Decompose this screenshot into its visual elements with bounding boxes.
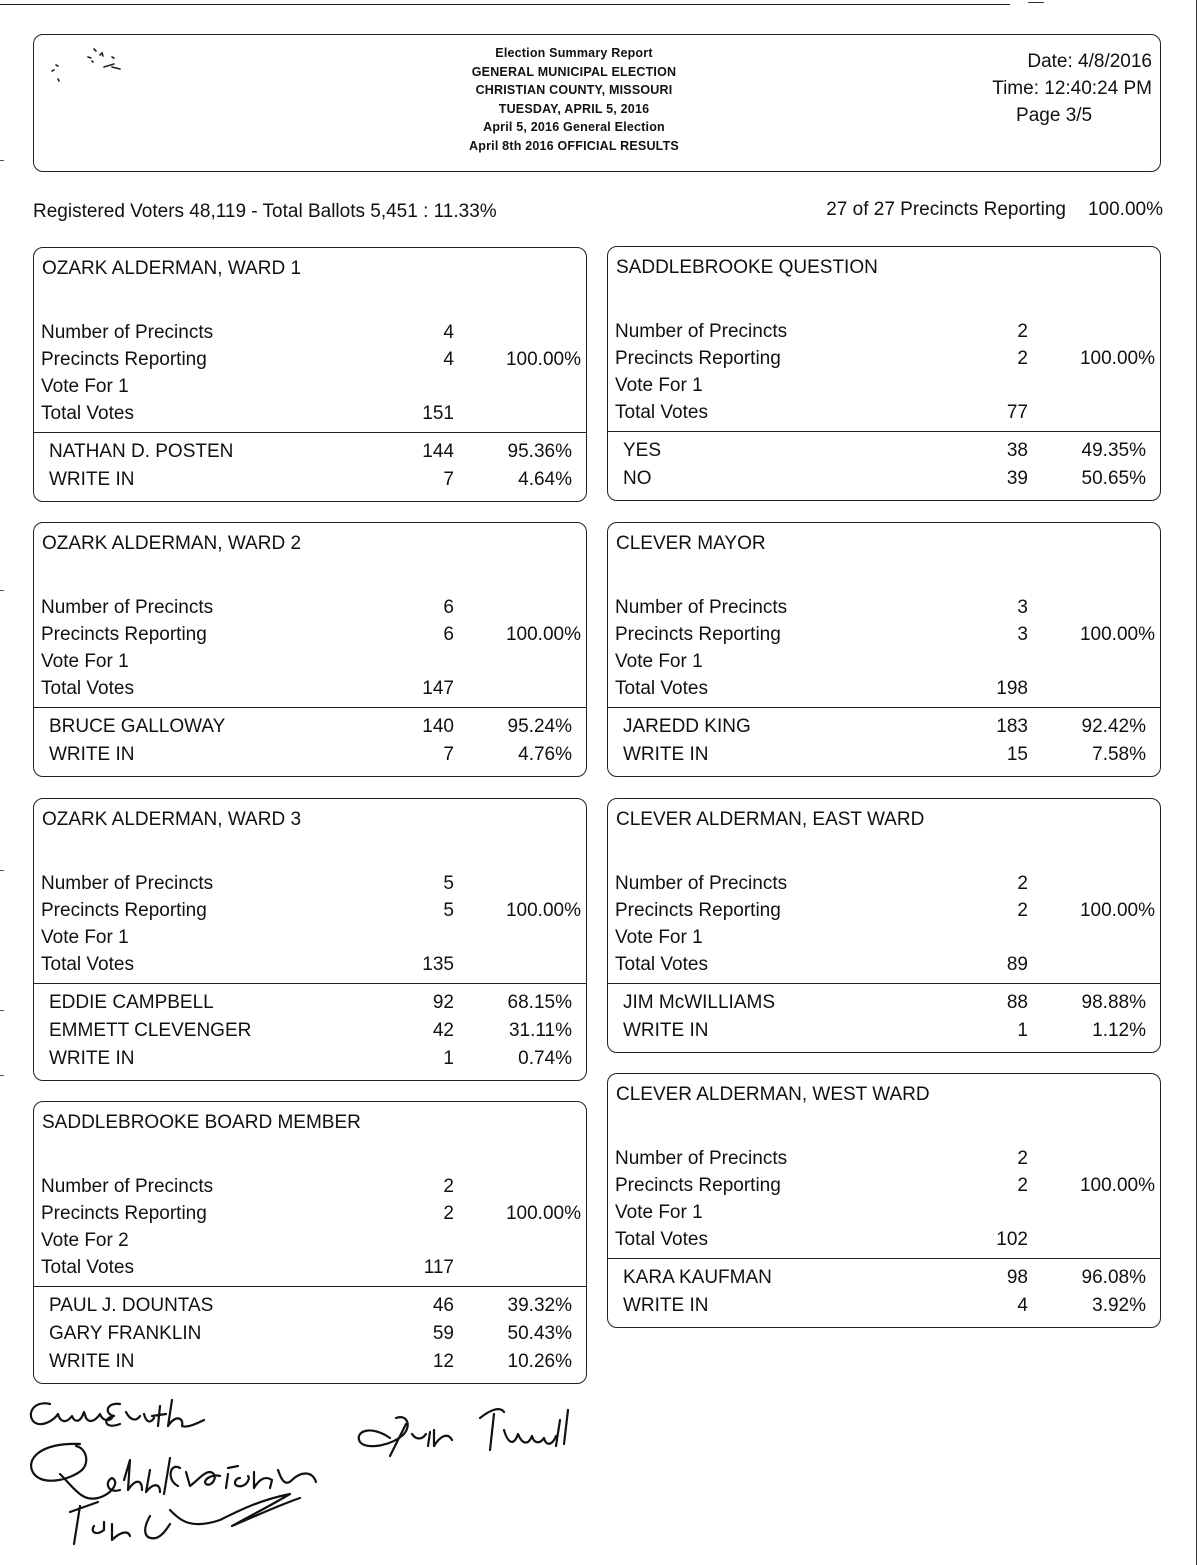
precincts-reporting-label: Precincts Reporting: [41, 900, 207, 921]
contest-divider: [608, 983, 1160, 984]
choice-pct: 95.36%: [507, 441, 572, 462]
choice-votes: 42: [432, 1020, 454, 1041]
precincts-reporting-value: 2: [1017, 1175, 1028, 1196]
total-votes-value: 198: [996, 678, 1028, 699]
contest-box: [607, 1073, 1161, 1328]
vote-for-label: Vote For 1: [41, 376, 129, 397]
vote-for-label: Vote For 1: [615, 1202, 703, 1223]
number-of-precincts-row: [34, 594, 586, 621]
total-votes-value: 77: [1006, 402, 1028, 423]
vote-for-row: [608, 924, 1160, 951]
choice-row: [34, 1017, 586, 1045]
choice-row: [34, 1292, 586, 1320]
choice-row: [34, 1320, 586, 1348]
choice-name: JIM McWILLIAMS: [623, 992, 776, 1013]
choice-votes: 1: [1017, 1020, 1028, 1041]
choice-name: WRITE IN: [623, 1020, 709, 1041]
precincts-reporting-label: Precincts Reporting: [615, 624, 781, 645]
top-edge-mark: [1028, 2, 1044, 3]
choice-pct: 68.15%: [507, 992, 572, 1013]
contest-box: [33, 798, 587, 1081]
total-votes-value: 89: [1006, 954, 1028, 975]
number-of-precincts-label: Number of Precincts: [615, 1148, 788, 1169]
precincts-reporting-row: [608, 897, 1160, 924]
choice-pct: 7.58%: [1092, 744, 1146, 765]
choice-name: WRITE IN: [49, 469, 135, 490]
precincts-reporting-value: 2: [443, 1203, 454, 1224]
choice-votes: 38: [1006, 440, 1028, 461]
choice-pct: 98.88%: [1081, 992, 1146, 1013]
vote-for-label: Vote For 2: [41, 1230, 129, 1251]
choice-row: [608, 713, 1160, 741]
choice-row: [608, 741, 1160, 769]
choice-pct: 4.64%: [518, 469, 572, 490]
number-of-precincts-value: 2: [1017, 1148, 1028, 1169]
number-of-precincts-label: Number of Precincts: [41, 873, 214, 894]
precincts-reporting-row: [34, 621, 586, 648]
choice-votes: 92: [432, 992, 454, 1013]
precincts-reporting-row: [34, 1200, 586, 1227]
number-of-precincts-row: [34, 319, 586, 346]
total-votes-value: 135: [422, 954, 454, 975]
total-votes-value: 151: [422, 403, 454, 424]
choice-pct: 49.35%: [1081, 440, 1146, 461]
choice-row: [34, 438, 586, 466]
contest-title: OZARK ALDERMAN, WARD 1: [42, 258, 302, 279]
contest-box: [33, 1101, 587, 1384]
report-header: [33, 34, 1161, 172]
vote-for-label: Vote For 1: [615, 651, 703, 672]
choice-name: BRUCE GALLOWAY: [49, 716, 226, 737]
contest-title: SADDLEBROOKE BOARD MEMBER: [42, 1112, 361, 1133]
total-votes-label: Total Votes: [41, 954, 134, 975]
contest-choices: [34, 1292, 586, 1376]
vote-for-label: Vote For 1: [615, 375, 703, 396]
choice-name: WRITE IN: [49, 1351, 135, 1372]
choice-name: YES: [623, 440, 662, 461]
total-votes-row: [608, 399, 1160, 426]
total-votes-row: [34, 675, 586, 702]
number-of-precincts-label: Number of Precincts: [615, 597, 788, 618]
number-of-precincts-row: [608, 318, 1160, 345]
page-number: Page 3/5: [1016, 105, 1093, 126]
contest-divider: [608, 431, 1160, 432]
contest-stats: [34, 1173, 586, 1281]
precincts-reporting-row: [608, 1172, 1160, 1199]
choice-row: [608, 1292, 1160, 1320]
right-edge-line: [1196, 0, 1197, 1565]
choice-row: [608, 437, 1160, 465]
choice-name: WRITE IN: [49, 1048, 135, 1069]
total-votes-value: 102: [996, 1229, 1028, 1250]
choice-pct: 95.24%: [507, 716, 572, 737]
number-of-precincts-value: 2: [1017, 873, 1028, 894]
contest-title: CLEVER ALDERMAN, EAST WARD: [616, 809, 925, 830]
choice-votes: 12: [432, 1351, 454, 1372]
choice-votes: 144: [422, 441, 454, 462]
precincts-reporting-label: Precincts Reporting: [615, 348, 781, 369]
number-of-precincts-label: Number of Precincts: [41, 322, 214, 343]
contest-box: [607, 798, 1161, 1053]
report-title-line: CHRISTIAN COUNTY, MISSOURI: [475, 83, 673, 98]
choice-name: GARY FRANKLIN: [49, 1323, 202, 1344]
vote-for-row: [608, 372, 1160, 399]
contest-title: CLEVER MAYOR: [616, 533, 766, 554]
precincts-reporting-pct: 100.00%: [1087, 199, 1163, 220]
choice-row: [34, 466, 586, 494]
precincts-reporting-pct: 100.00%: [505, 624, 581, 645]
contest-box: [33, 247, 587, 502]
contest-choices: [608, 437, 1160, 493]
precincts-reporting-pct: 100.00%: [1079, 900, 1155, 921]
vote-for-row: [608, 648, 1160, 675]
choice-pct: 0.74%: [518, 1048, 572, 1069]
choice-votes: 15: [1006, 744, 1028, 765]
precincts-reporting-value: 5: [443, 900, 454, 921]
total-votes-label: Total Votes: [615, 402, 708, 423]
contest-divider: [34, 983, 586, 984]
total-votes-row: [34, 951, 586, 978]
total-votes-row: [34, 1254, 586, 1281]
county-seal-logo: [42, 45, 152, 95]
choice-row: [34, 741, 586, 769]
choice-row: [608, 1017, 1160, 1045]
contest-box: [607, 246, 1161, 501]
choice-votes: 4: [1017, 1295, 1028, 1316]
choice-pct: 10.26%: [507, 1351, 572, 1372]
contest-box: [607, 522, 1161, 777]
precincts-reporting-label: Precincts Reporting: [41, 624, 207, 645]
contest-stats: [608, 870, 1160, 978]
contest-choices: [34, 438, 586, 494]
report-title-block: [364, 44, 784, 156]
precincts-reporting-value: 2: [1017, 900, 1028, 921]
contest-divider: [34, 432, 586, 433]
choice-votes: 39: [1006, 468, 1028, 489]
precincts-reporting-row: [608, 621, 1160, 648]
choice-pct: 1.12%: [1092, 1020, 1146, 1041]
choice-row: [608, 989, 1160, 1017]
total-votes-label: Total Votes: [41, 678, 134, 699]
contest-stats: [34, 870, 586, 978]
contest-stats: [34, 594, 586, 702]
total-votes-value: 147: [422, 678, 454, 699]
number-of-precincts-row: [608, 594, 1160, 621]
number-of-precincts-value: 6: [443, 597, 454, 618]
precincts-reporting-pct: 100.00%: [1079, 348, 1155, 369]
number-of-precincts-label: Number of Precincts: [41, 1176, 214, 1197]
report-title-line: April 5, 2016 General Election: [483, 120, 665, 135]
contest-choices: [34, 713, 586, 769]
vote-for-label: Vote For 1: [41, 651, 129, 672]
vote-for-row: [34, 924, 586, 951]
choice-name: NO: [623, 468, 652, 489]
precincts-reporting-row: [34, 346, 586, 373]
number-of-precincts-value: 4: [443, 322, 454, 343]
choice-votes: 88: [1006, 992, 1028, 1013]
official-signatures: [20, 1390, 620, 1560]
contest-choices: [608, 713, 1160, 769]
vote-for-row: [34, 1227, 586, 1254]
contest-choices: [608, 1264, 1160, 1320]
choice-pct: 50.43%: [507, 1323, 572, 1344]
precincts-reporting-row: [34, 897, 586, 924]
precincts-reporting-label: Precincts Reporting: [615, 900, 781, 921]
contest-choices: [34, 989, 586, 1073]
contest-divider: [608, 707, 1160, 708]
precincts-reporting-pct: 100.00%: [505, 349, 581, 370]
choice-votes: 98: [1006, 1267, 1028, 1288]
contest-divider: [608, 1258, 1160, 1259]
number-of-precincts-label: Number of Precincts: [615, 873, 788, 894]
total-votes-label: Total Votes: [41, 403, 134, 424]
choice-votes: 7: [443, 744, 454, 765]
contest-title: OZARK ALDERMAN, WARD 2: [42, 533, 302, 554]
contest-choices: [608, 989, 1160, 1045]
choice-name: WRITE IN: [49, 744, 135, 765]
choice-votes: 140: [422, 716, 454, 737]
total-votes-row: [608, 951, 1160, 978]
choice-votes: 183: [996, 716, 1028, 737]
report-title-line: TUESDAY, APRIL 5, 2016: [498, 101, 650, 116]
precincts-reporting-pct: 100.00%: [1079, 1175, 1155, 1196]
contest-divider: [34, 707, 586, 708]
choice-votes: 59: [432, 1323, 454, 1344]
precincts-reporting-label: Precincts Reporting: [41, 349, 207, 370]
precincts-reporting-row: [608, 345, 1160, 372]
choice-name: JAREDD KING: [623, 716, 751, 737]
total-votes-label: Total Votes: [615, 678, 708, 699]
choice-row: [34, 989, 586, 1017]
choice-pct: 3.92%: [1092, 1295, 1146, 1316]
contest-divider: [34, 1286, 586, 1287]
choice-row: [34, 1045, 586, 1073]
precincts-reporting-value: 2: [1017, 348, 1028, 369]
vote-for-row: [34, 373, 586, 400]
choice-row: [34, 713, 586, 741]
choice-row: [608, 465, 1160, 493]
total-votes-label: Total Votes: [615, 1229, 708, 1250]
vote-for-row: [34, 648, 586, 675]
choice-pct: 92.42%: [1081, 716, 1146, 737]
total-votes-value: 117: [423, 1257, 454, 1278]
contest-title: CLEVER ALDERMAN, WEST WARD: [616, 1084, 930, 1105]
precincts-reporting-value: 4: [443, 349, 454, 370]
contest-stats: [608, 318, 1160, 426]
precincts-reporting-pct: 100.00%: [1079, 624, 1155, 645]
total-votes-row: [608, 675, 1160, 702]
contest-stats: [608, 594, 1160, 702]
number-of-precincts-row: [608, 1145, 1160, 1172]
number-of-precincts-value: 2: [1017, 321, 1028, 342]
choice-name: PAUL J. DOUNTAS: [49, 1295, 214, 1316]
precincts-reporting-value: 3: [1017, 624, 1028, 645]
report-title-line: GENERAL MUNICIPAL ELECTION: [471, 64, 677, 79]
number-of-precincts-row: [34, 1173, 586, 1200]
precincts-reporting-value: 6: [443, 624, 454, 645]
vote-for-row: [608, 1199, 1160, 1226]
choice-pct: 4.76%: [518, 744, 572, 765]
choice-pct: 31.11%: [508, 1020, 572, 1041]
registered-voters-summary: Registered Voters 48,119 - Total Ballots 5,451 : 11.33%: [33, 201, 497, 222]
report-title-line: April 8th 2016 OFFICIAL RESULTS: [469, 138, 679, 153]
report-title-line: Election Summary Report: [495, 46, 653, 60]
choice-name: KARA KAUFMAN: [623, 1267, 772, 1288]
choice-row: [608, 1264, 1160, 1292]
choice-votes: 7: [443, 469, 454, 490]
contest-box: [33, 522, 587, 777]
precincts-reporting-pct: 100.00%: [505, 1203, 581, 1224]
choice-pct: 39.32%: [507, 1295, 572, 1316]
precincts-reporting-label: Precincts Reporting: [41, 1203, 207, 1224]
number-of-precincts-value: 5: [443, 873, 454, 894]
total-votes-label: Total Votes: [615, 954, 708, 975]
number-of-precincts-row: [608, 870, 1160, 897]
precincts-reporting-label: Precincts Reporting: [615, 1175, 781, 1196]
precincts-reporting-pct: 100.00%: [505, 900, 581, 921]
contest-title: SADDLEBROOKE QUESTION: [616, 257, 878, 278]
vote-for-label: Vote For 1: [615, 927, 703, 948]
choice-pct: 96.08%: [1081, 1267, 1146, 1288]
contest-title: OZARK ALDERMAN, WARD 3: [42, 809, 302, 830]
choice-name: EMMETT CLEVENGER: [49, 1020, 252, 1041]
total-votes-row: [608, 1226, 1160, 1253]
number-of-precincts-value: 3: [1017, 597, 1028, 618]
total-votes-label: Total Votes: [41, 1257, 134, 1278]
number-of-precincts-value: 2: [443, 1176, 454, 1197]
vote-for-label: Vote For 1: [41, 927, 129, 948]
choice-pct: 50.65%: [1081, 468, 1146, 489]
precincts-reporting-text: 27 of 27 Precincts Reporting: [826, 199, 1066, 220]
report-date: Date: 4/8/2016: [1027, 51, 1152, 72]
choice-votes: 1: [443, 1048, 454, 1069]
choice-name: NATHAN D. POSTEN: [49, 441, 234, 462]
top-edge-line: [0, 4, 1010, 5]
choice-name: WRITE IN: [623, 744, 709, 765]
choice-name: WRITE IN: [623, 1295, 709, 1316]
number-of-precincts-row: [34, 870, 586, 897]
contest-stats: [34, 319, 586, 427]
contest-stats: [608, 1145, 1160, 1253]
report-time: Time: 12:40:24 PM: [992, 78, 1152, 99]
report-meta: [992, 48, 1152, 129]
number-of-precincts-label: Number of Precincts: [615, 321, 788, 342]
precincts-reporting-summary: [826, 199, 1163, 221]
choice-name: EDDIE CAMPBELL: [49, 992, 214, 1013]
choice-votes: 46: [432, 1295, 454, 1316]
number-of-precincts-label: Number of Precincts: [41, 597, 214, 618]
total-votes-row: [34, 400, 586, 427]
choice-row: [34, 1348, 586, 1376]
